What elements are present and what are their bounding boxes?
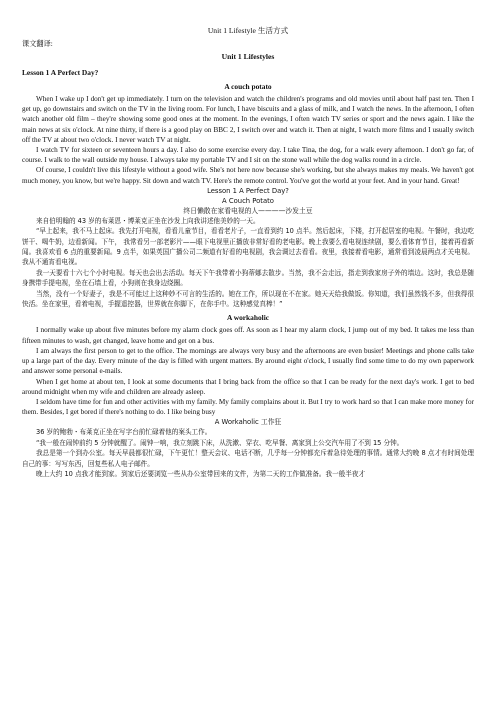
zh-couch-subtitle: 终日懒散在家看电视的人————沙发土豆 xyxy=(183,206,313,215)
zh-couch-paragraph-3: 当然，没有一个好妻子，我是不可能过上这种妙不可言的生活的。她在工作，所以现在不在家。她天天给我做饭。你知道，我们虽然钱不多，但我得很快活。坐在家里，看着电视，手握遥控器，世界就在你脚下，在你手中。这种感觉真棒！” xyxy=(22,289,474,309)
unit-heading: Unit 1 Lifestyles xyxy=(221,52,275,61)
lesson-heading: Lesson 1 A Perfect Day? xyxy=(22,68,99,77)
couch-paragraph-2: I watch TV for sixteen or seventeen hours a day. I also do some exercise every day. I take Tina, the dog, for a walk every afternoon. I don't go far, of course. I walk to the wall outside my house. I always take my portable TV and I sit on the stone wall while the dog walks round in a circle. xyxy=(22,146,474,165)
zh-couch-intro: 来自伯明翰的 43 岁的布莱恩・博莱克正坐在沙发上向我讲述他美妙的一天。 xyxy=(36,216,260,225)
couch-paragraph-3: Of course, I couldn't live this lifestyle without a good wife. She's not here now because she's working, but she always makes my meals. We haven't got much money, you know, but we're happy. Sit down and watch TV. Here's the remote control. You've got the world at your feet. And in your hand. Great! xyxy=(22,166,474,185)
zh-lesson-heading: Lesson 1 A Perfect Day? xyxy=(207,186,289,195)
zh-workaholic-paragraph-1: “我一般在闹钟前约 5 分钟就醒了。闹钟一响，我立刻跳下床，从洗漱、穿衣、吃早餐、离家到上公交汽车用了不到 15 分钟。 xyxy=(36,438,404,447)
zh-workaholic-paragraph-3: 晚上大约 10 点我才能到家。到家后还要浏览一些从办公室带回来的文件，为第二天的工作做准备。我一般半夜才 xyxy=(36,469,366,478)
zh-workaholic-title: A Workaholic 工作狂 xyxy=(214,418,282,427)
workaholic-paragraph-1: I normally wake up about five minutes before my alarm clock goes off. As soon as I hear my alarm clock, I jump out of my bed. It takes me less than fifteen minutes to wash, get changed, leave home and get on a bus. xyxy=(22,326,474,345)
zh-workaholic-paragraph-2: 我总是第一个到办公室。每天早晨都很忙碌，下午更忙！整天会议、电话不断，几乎每一分钟都充斥着急待处理的事情。通常大约晚 8 点才有时间处理自己的事：写写东西，回复些私人电子邮件。 xyxy=(22,449,474,468)
zh-couch-title: A Couch Potato xyxy=(222,196,274,205)
couch-potato-title: A couch potato xyxy=(224,82,272,91)
zh-couch-paragraph-1: “早上起来，我不马上起床。我先打开电视，看看儿童节目，看看老片子，一直看到约 10 点半。然后起床，下楼，打开起居室的电视。午餐时，我边吃饼干、喝牛奶，边看新闻。下午， 我常看另一部老影片——眼下电视里正播放非常好看的老电影。晚上我要么看电视连续剧，要么看体育节目，接着再看新闻。我喜欢看 6 点的重要新闻。9 点半，如果英国广播公司二频道有好看的电视剧，我会调过去看看。夜里，我接着看电影，通常看到凌晨两点才关电视。我从不通宵看电视。 xyxy=(22,227,474,267)
workaholic-paragraph-4: I seldom have time for fun and other activities with my family. My family complains about it. But I try to work hard so that I can make more money for them. Besides, I get bored if there's nothing to do. I like being busy xyxy=(22,397,474,417)
couch-paragraph-1: When I wake up I don't get up immediately. I turn on the television and watch the children's programs and old movies until about half past ten. Then I get up, go downstairs and switch on the TV in the living room. For lunch, I have biscuits and a glass of milk, and I watch the news. In the afternoon, I often watch another old film – they're showing some good ones at the moment. In the evenings, I often watch TV series or sport and the news again. I like the main news at six o'clock. At nine thirty, if there is a good play on BBC 2, I switch over and watch it. Then at night, I watch more films and I usually switch off the TV at about two o'clock. I never watch TV at night. xyxy=(22,95,474,144)
workaholic-paragraph-3: When I get home at about ten, I look at some documents that I bring back from the office so that I can be ready for the next day's work. I get to bed around midnight when my wife and children are already asleep. xyxy=(22,377,474,396)
workaholic-title: A workaholic xyxy=(226,313,270,323)
translation-label: 课文翻译: xyxy=(22,40,53,48)
page-header: Unit 1 Lifestyle 生活方式 xyxy=(207,26,289,35)
zh-couch-paragraph-2: 我一天要看十六七个小时电视。每天也会出去活动。每天下午我带着小狗蒂娜去散步。当然，我不会走远，指走到我家房子外的墙边。这时，我总是随身携带手提电视，坐在石墙上看，小狗则在我身边绕圈。 xyxy=(22,268,474,288)
workaholic-paragraph-2: I am always the first person to get to the office. The mornings are always very busy and the afternoons are even busier! Meetings and phone calls take up a large part of the day. Every minute of the day is filled with urgent matters. By around eight o'clock, I usually find some time to do my own paperwork and answer some personal e-mails. xyxy=(22,346,474,376)
zh-workaholic-intro: 36 岁的鲍勃・布莱克正坐在写字台前忙碌着他的案头工作。 xyxy=(36,428,212,437)
